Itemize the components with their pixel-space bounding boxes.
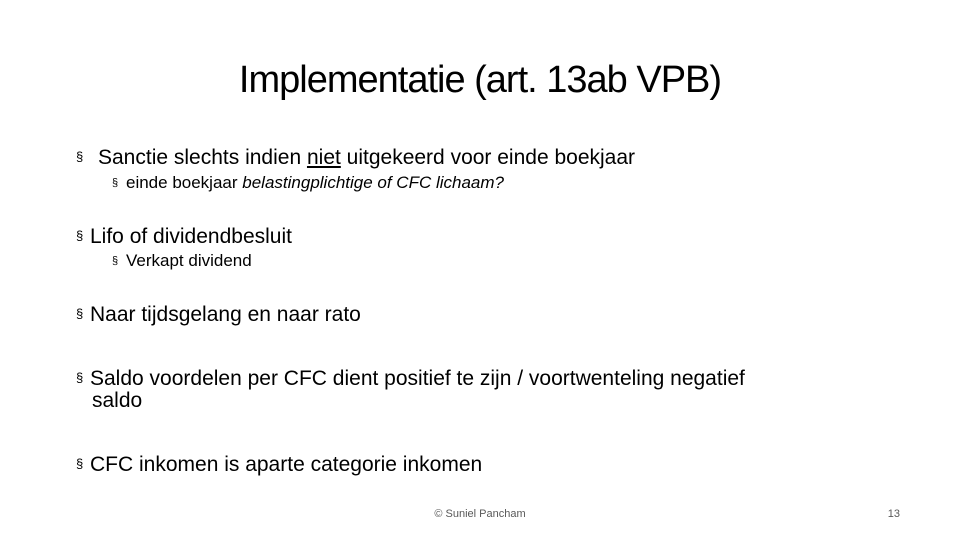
slide-title: Implementatie (art. 13ab VPB) (238, 59, 722, 101)
sub-bullet-verkapt-dividend (112, 251, 252, 271)
bullet-marker: § (76, 149, 84, 164)
sub-bullet-marker: § (112, 177, 119, 189)
page-number: 13 (887, 508, 900, 520)
bullet-text: Lifo of dividendbesluit (90, 225, 292, 248)
bullet-tijdsgelang (76, 302, 361, 327)
sub-bullet-einde-boekjaar (112, 173, 504, 193)
bullet-marker: § (76, 228, 84, 243)
bullet-marker: § (76, 306, 84, 321)
bullet-text-line2: saldo (92, 389, 143, 412)
bullet-text-pre: Sanctie slechts indien (98, 146, 307, 169)
bullet-sanctie (76, 145, 635, 170)
bullet-marker: § (76, 456, 84, 471)
bullet-cfc-inkomen (76, 452, 482, 477)
bullet-marker: § (76, 370, 84, 385)
bullet-text-line1: Saldo voordelen per CFC dient positief te zijn / voortwenteling negatief (90, 367, 745, 390)
sub-bullet-italic-text: belastingplichtige of CFC lichaam? (242, 173, 505, 192)
bullet-saldo-voordelen (76, 367, 745, 412)
bullet-text: Naar tijdsgelang en naar rato (90, 303, 361, 326)
sub-bullet-text: einde boekjaar (126, 173, 243, 192)
sub-bullet-marker: § (112, 255, 119, 267)
bullet-text-post: uitgekeerd voor einde boekjaar (340, 146, 636, 169)
sub-bullet-text: Verkapt dividend (126, 251, 252, 270)
bullet-text-underlined: niet (306, 146, 341, 169)
footer-copyright: © Suniel Pancham (434, 508, 526, 520)
bullet-lifo (76, 224, 292, 249)
bullet-text: CFC inkomen is aparte categorie inkomen (90, 453, 483, 476)
